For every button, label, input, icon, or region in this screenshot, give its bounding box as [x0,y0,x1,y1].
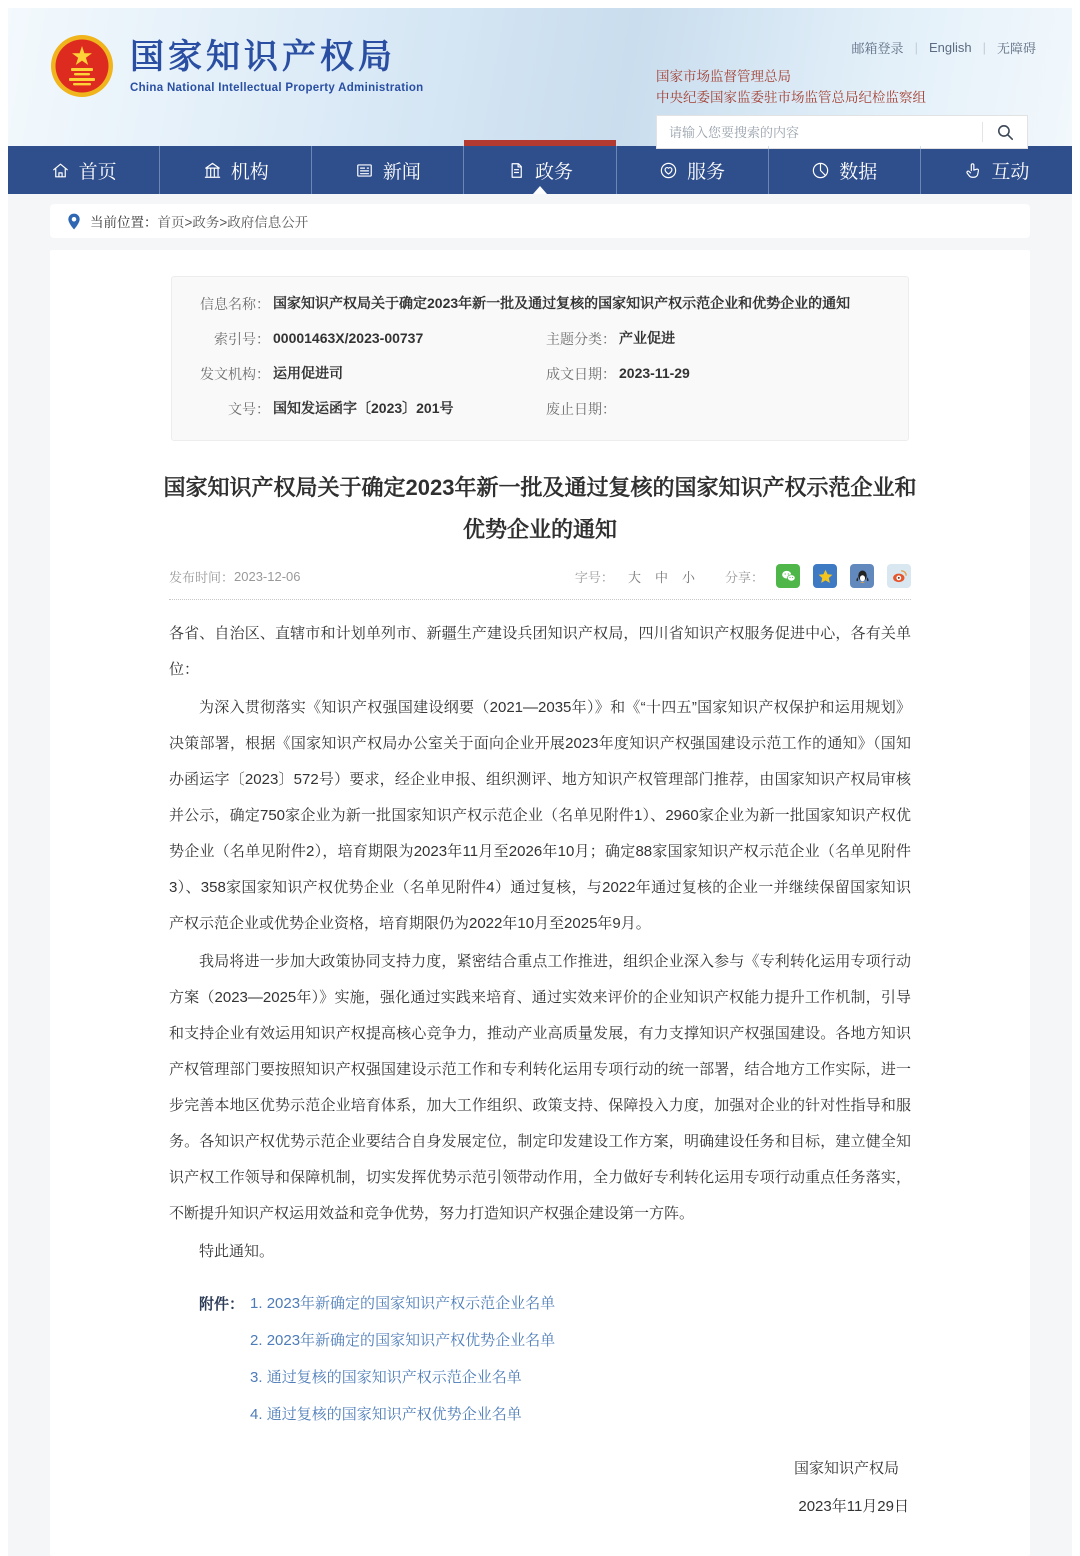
document-info-table [171,276,909,441]
info-row-issuer [194,364,540,384]
nav-label: 新闻 [382,161,421,183]
site-subtitle: China National Intellectual Property Administration [130,82,424,94]
nav-item-news[interactable] [312,146,464,194]
nav-item-interaction[interactable] [921,146,1072,194]
divider: | [982,40,986,55]
info-row-topic [540,329,886,349]
attachments-section [169,1296,911,1444]
attachments-list [250,1296,555,1444]
breadcrumb-label: 当前位置： [90,215,158,230]
info-label: 索引号： [214,331,270,347]
salutation-paragraph: 各省、自治区、直辖市和计划单列市、新疆生产建设兵团知识产权局，四川省知识产权服务促进中心，各有关单位： [169,625,911,678]
supervisor-link-2[interactable]: 中央纪委国家监委驻市场监管总局纪检监察组 [656,90,926,105]
qzone-share-icon[interactable] [813,564,837,588]
divider [169,599,911,600]
nav-label: 服务 [687,161,726,183]
mail-login-link[interactable]: 邮箱登录 [851,41,904,56]
body-paragraph-1: 为深入贯彻落实《知识产权强国建设纲要（2021—2035年）》和《“十四五”国家知识产权保护和运用规划》决策部署，根据《国家知识产权局办公室关于面向企业开展2023年度知识产权强国建设示范工作的通知》（国知办函运字〔2023〕572号）要求，经企业申报、组织测评、地方知识产权管理部门推荐，由国家知识产权局审核并公示，确定750家企业为新一批国家知识产权示范企业（名单见附件1）、2960家企业为新一批国家知识产权优势企业（名单见附件2），培育期限为2023年11月至2026年10月；确定88家国家知识产权示范企业（名单见附件3）、358家国家知识产权优势企业（名单见附件4）通过复核，与2022年通过复核的企业一并继续保留国家知识产权示范企业或优势企业资格，培育期限仍为2022年10月至2025年9月。 [169,699,911,932]
national-emblem-icon [50,34,114,98]
font-size-large-button[interactable]: 大 [627,569,641,585]
nav-item-home[interactable] [8,146,160,194]
hand-pointer-icon [963,161,982,180]
search-button[interactable] [983,116,1027,148]
header-right [642,38,1042,149]
article-body [169,616,911,1270]
content-area [8,194,1072,1556]
weibo-share-icon[interactable] [887,564,911,588]
qq-share-icon[interactable] [850,564,874,588]
supervisor-links [642,66,1042,108]
font-size-small-button[interactable]: 小 [681,569,695,585]
info-label: 文号： [228,401,270,417]
site-logo[interactable] [50,34,423,98]
nav-label: 互动 [991,161,1030,183]
wechat-share-icon[interactable] [776,564,800,588]
info-value-index: 00001463X/2023-00737 [273,330,424,346]
sign-date: 2023年11月29日 [798,1498,909,1515]
nav-item-services[interactable] [617,146,769,194]
home-icon [51,161,70,180]
info-value-topic: 产业促进 [619,330,675,346]
info-row-repeal [540,399,886,419]
search-input[interactable] [657,125,982,140]
accessibility-link[interactable]: 无障碍 [996,41,1036,56]
signature-block [169,1460,911,1516]
supervisor-link-1[interactable]: 国家市场监督管理总局 [656,69,791,84]
nav-label: 机构 [230,161,269,183]
nav-item-government-affairs[interactable] [464,146,616,194]
news-icon [355,161,374,180]
info-row-date [540,364,886,384]
info-grid [194,329,886,434]
info-value-name: 国家知识产权局关于确定2023年新一批及通过复核的国家知识产权示范企业和优势企业的通知 [273,295,851,311]
breadcrumb-path[interactable]: 首页>政务>政府信息公开 [157,215,309,230]
breadcrumb [50,204,1030,238]
body-paragraph-2: 我局将进一步加大政策协同支持力度，紧密结合重点工作推进，组织企业深入参与《专利转化运用专项行动方案（2023—2025年）》实施，强化通过实践来培育、通过实效来评价的企业知识产权能力提升工作机制，引导和支持企业有效运用知识产权提高核心竞争力，推动产业高质量发展，有力支撑知识产权强国建设。各地方知识产权管理部门要按照知识产权强国建设示范工作和专利转化运用专项行动的统一部署，结合地方工作实际，进一步完善本地区优势示范企业培育体系，加大工作组织、政策支持、保障投入力度，加强对企业的针对性指导和服务。各知识产权优势示范企业要结合自身发展定位，制定印发建设工作方案，明确建设任务和目标，建立健全知识产权工作领导和保障机制，切实发挥优势示范引领带动作用，全力做好专利转化运用专项行动重点任务落实，不断提升知识产权运用效益和竞争优势，努力打造知识产权强企建设第一方阵。 [169,953,911,1222]
info-row-name [194,294,886,314]
bank-icon [203,161,222,180]
font-size-medium-button[interactable]: 中 [654,569,668,585]
signer-name: 国家知识产权局 [793,1460,899,1477]
search-bar [656,115,1028,149]
document-card [50,250,1030,1556]
site-title: 国家知识产权局 [130,38,396,76]
nav-item-data[interactable] [769,146,921,194]
location-pin-icon [67,213,81,230]
site-header [8,8,1072,146]
top-links [642,38,1042,57]
publish-time-label: 发布时间： [169,569,235,585]
nav-label: 政务 [534,161,573,183]
info-label: 主题分类： [546,331,616,347]
document-icon [507,161,526,180]
info-row-index [194,329,540,349]
publish-time-value: 2023-12-06 [234,568,301,584]
info-value-doc-no: 国知发运函字〔2023〕201号 [273,400,454,416]
attachment-link-1[interactable]: 1. 2023年新确定的国家知识产权示范企业名单 [250,1295,556,1312]
info-label: 信息名称： [200,296,270,312]
article-meta-row [169,563,911,589]
share-icons [776,564,911,588]
font-size-label: 字号： [574,569,614,585]
divider: | [914,40,918,55]
info-value-date: 2023-11-29 [619,365,690,381]
attachment-link-3[interactable]: 3. 通过复核的国家知识产权示范企业名单 [250,1369,522,1386]
logo-text [130,38,423,94]
nav-item-institution[interactable] [160,146,312,194]
nav-label: 首页 [78,161,117,183]
info-value-issuer: 运用促进司 [273,365,343,381]
info-label: 废止日期： [546,401,616,417]
attachment-link-4[interactable]: 4. 通过复核的国家知识产权优势企业名单 [250,1406,522,1423]
attachments-label: 附件： [199,1296,245,1313]
info-label: 发文机构： [200,366,270,382]
heart-hand-icon [659,161,678,180]
main-nav [8,146,1072,194]
info-label: 成文日期： [546,366,616,382]
share-label: 分享： [724,569,764,585]
nav-label: 数据 [839,161,878,183]
info-value-repeal [616,399,886,419]
closing-paragraph: 特此通知。 [199,1243,275,1260]
pie-chart-icon [811,161,830,180]
info-row-doc-no [194,399,540,419]
page-title: 国家知识产权局关于确定2023年新一批及通过复核的国家知识产权示范企业和优势企业的通知 [163,475,917,542]
english-link[interactable]: English [928,40,972,55]
search-icon [996,123,1015,142]
attachment-link-2[interactable]: 2. 2023年新确定的国家知识产权优势企业名单 [250,1332,556,1349]
